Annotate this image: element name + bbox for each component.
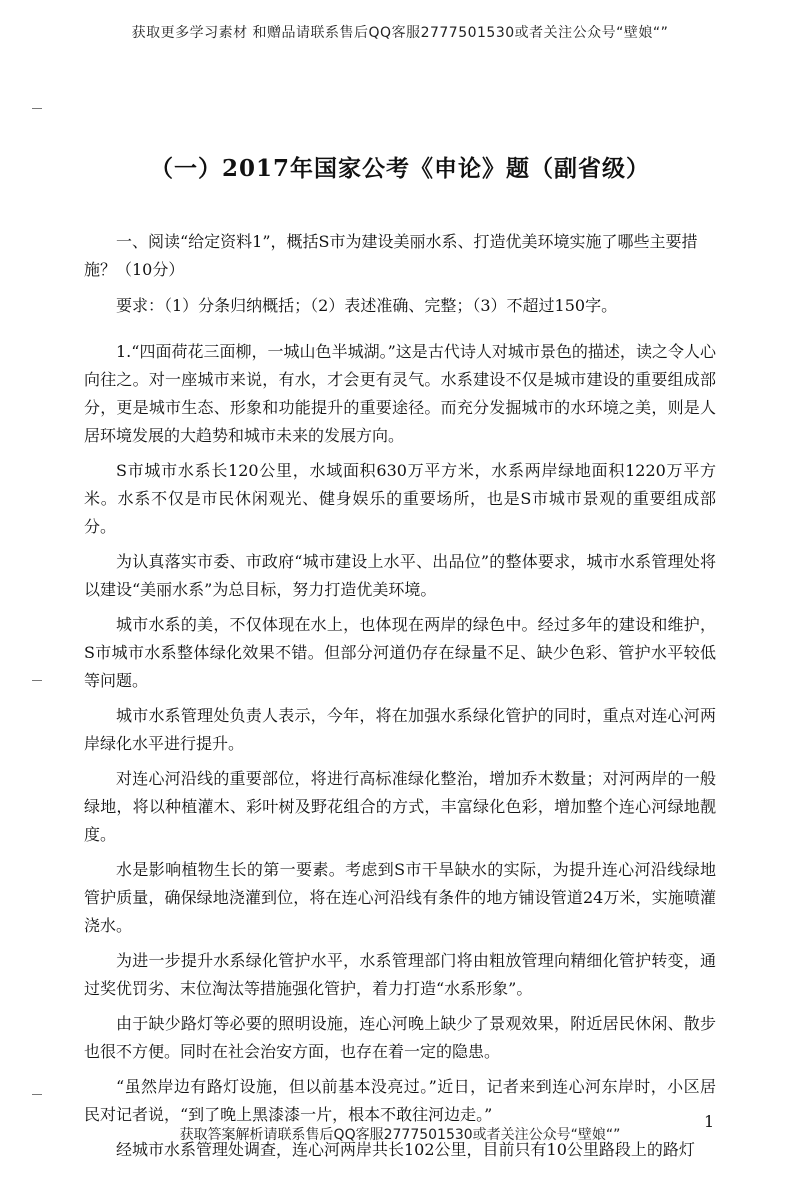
material-paragraph: “虽然岸边有路灯设施，但以前基本没亮过。”近日，记者来到连心河东岸时，小区居民对记者说，“到了晚上黑漆漆一片，根本不敢往河边走。” — [84, 1077, 716, 1124]
header-promo-note: 获取更多学习素材 和赠品请联系售后QQ客服2777501530或者关注公众号“壁娘“” — [131, 25, 669, 41]
material-paragraph: 由于缺少路灯等必要的照明设施，连心河晚上缺少了景观效果，附近居民休闲、散步也很不方便。同时在社会治安方面，也存在着一定的隐患。 — [84, 1014, 716, 1061]
page-title: （一）2017年国家公考《申论》题（副省级） — [149, 155, 650, 182]
margin-mark — [32, 1094, 42, 1095]
material-paragraph: 城市水系管理处负责人表示，今年，将在加强水系绿化管护的同时，重点对连心河两岸绿化水平进行提升。 — [84, 706, 716, 753]
margin-mark — [32, 680, 42, 681]
question-text: 一、阅读“给定资料1”，概括S市为建设美丽水系、打造优美环境实施了哪些主要措施？（10分） — [84, 232, 698, 279]
material-paragraph: 水是影响植物生长的第一要素。考虑到S市干旱缺水的实际，为提升连心河沿线绿地管护质量，确保绿地浇灌到位，将在连心河沿线有条件的地方铺设管道24万米，实施喷灌浇水。 — [84, 860, 716, 935]
material-paragraph: 对连心河沿线的重要部位，将进行高标准绿化整治，增加乔木数量；对河两岸的一般绿地，将以种植灌木、彩叶树及野花组合的方式，丰富绿化色彩，增加整个连心河绿地靓度。 — [84, 769, 716, 844]
material-paragraph: 为认真落实市委、市政府“城市建设上水平、出品位”的整体要求，城市水系管理处将以建设“美丽水系”为总目标，努力打造优美环境。 — [84, 552, 716, 599]
footer-promo-note: 获取答案解析请联系售后QQ客服2777501530或者关注公众号“壁娘“” — [179, 1127, 621, 1143]
page-number: 1 — [704, 1112, 715, 1131]
question-block — [84, 228, 716, 320]
given-material — [84, 338, 716, 1171]
margin-mark — [32, 108, 42, 109]
material-paragraph: S市城市水系长120公里，水域面积630万平方米，水系两岸绿地面积1220万平方米。水系不仅是市民休闲观光、健身娱乐的重要场所，也是S市城市景观的重要组成部分。 — [84, 461, 716, 536]
material-paragraph: 城市水系的美，不仅体现在水上，也体现在两岸的绿色中。经过多年的建设和维护，S市城市水系整体绿化效果不错。但部分河道仍存在绿量不足、缺少色彩、管护水平较低等问题。 — [84, 615, 716, 690]
question-requirements: 要求：（1）分条归纳概括；（2）表述准确、完整；（3）不超过150字。 — [116, 296, 618, 315]
material-paragraph: 为进一步提升水系绿化管护水平，水系管理部门将由粗放管理向精细化管护转变，通过奖优罚劣、末位淘汰等措施强化管护，着力打造“水系形象”。 — [84, 951, 716, 998]
material-paragraph: 1.“四面荷花三面柳，一城山色半城湖。”这是古代诗人对城市景色的描述，读之令人心向往之。对一座城市来说，有水，才会更有灵气。水系建设不仅是城市建设的重要组成部分，更是城市生态、形象和功能提升的重要途径。而充分发掘城市的水环境之美，则是人居环境发展的大趋势和城市未来的发展方向。 — [84, 342, 716, 445]
material-paragraph: 经城市水系管理处调查，连心河两岸共长102公里，目前只有10公里路段上的路灯 — [116, 1140, 695, 1159]
